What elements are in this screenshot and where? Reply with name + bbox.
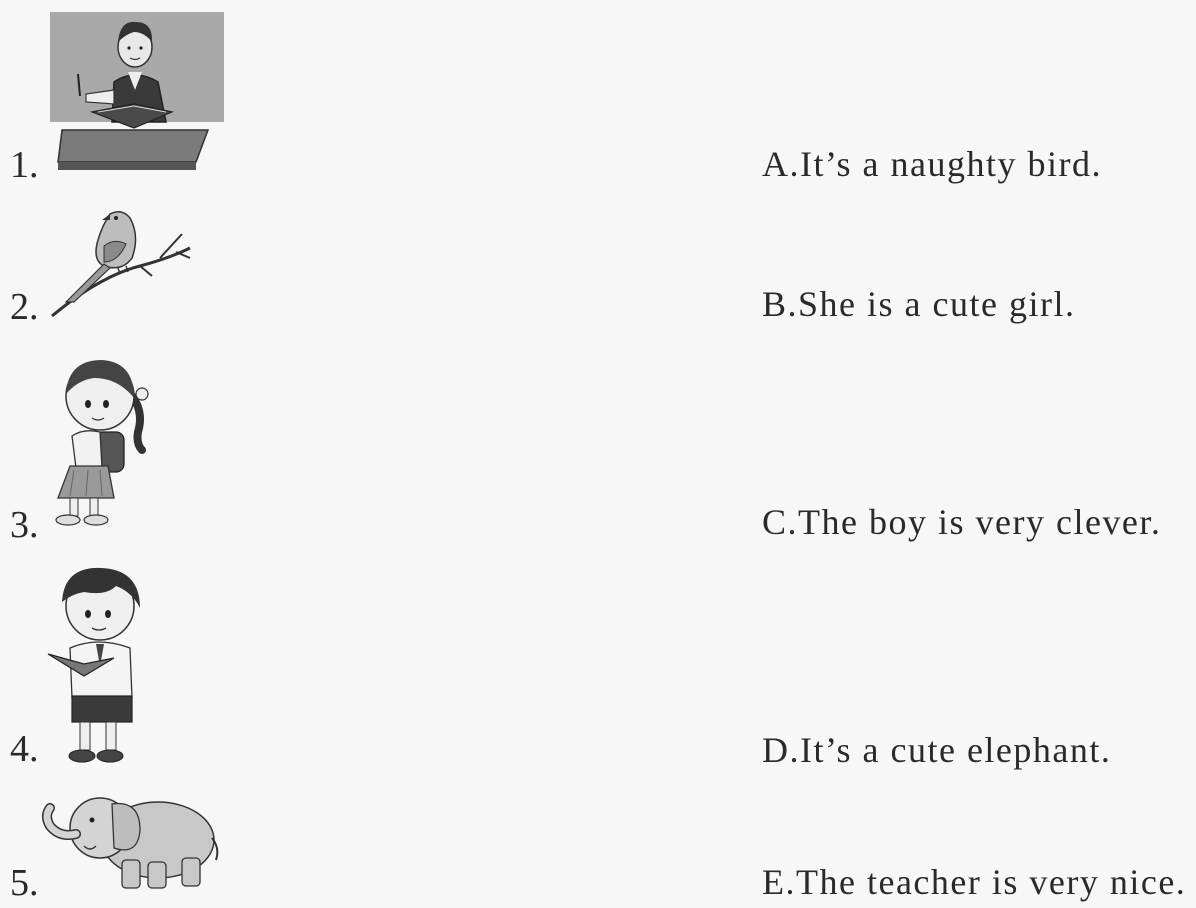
teacher-at-desk-picture — [48, 12, 226, 172]
option-b: B.She is a cute girl. — [762, 284, 1076, 324]
bird-on-branch-picture — [40, 206, 200, 318]
boy-reading-book-picture — [44, 562, 148, 768]
option-e: E.The teacher is very nice. — [762, 862, 1187, 902]
item-number-3: 3. — [10, 504, 39, 546]
item-number-5: 5. — [10, 862, 39, 904]
option-a: A.It’s a naughty bird. — [762, 144, 1102, 184]
girl-with-backpack-picture — [44, 352, 154, 528]
item-number-1: 1. — [10, 144, 39, 186]
item-number-2: 2. — [10, 286, 39, 328]
item-number-4: 4. — [10, 728, 39, 770]
option-d: D.It’s a cute elephant. — [762, 730, 1112, 770]
option-c: C.The boy is very clever. — [762, 502, 1162, 542]
elephant-picture — [40, 790, 222, 894]
